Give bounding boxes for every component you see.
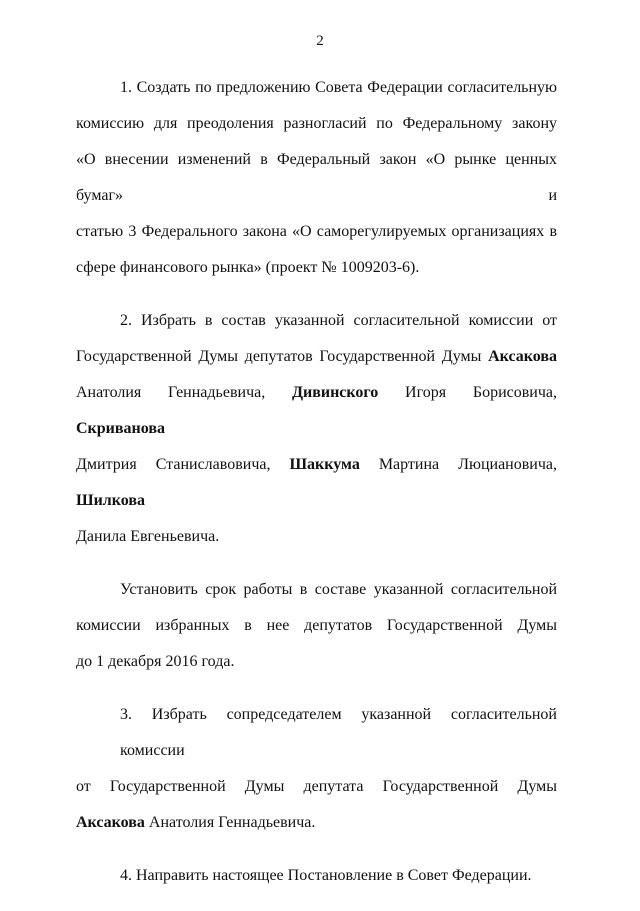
line-text: Анатолия Геннадьевича,: [76, 384, 292, 401]
paragraph-line: Установить срок работы в составе указанной согласительной: [120, 581, 557, 598]
paragraph-line: «О внесении изменений в Федеральный закон «О рынке ценных бумаг» и: [76, 151, 557, 204]
paragraph-line: [76, 375, 557, 447]
deputy-name: Дивинского: [291, 384, 379, 401]
page-number: 2: [316, 33, 324, 49]
paragraph-1: [76, 70, 557, 286]
deputy-name: Скриванова: [76, 420, 165, 437]
paragraph-line: сфере финансового рынка» (проект № 1009203-6).: [76, 259, 420, 276]
paragraph-5: [76, 858, 557, 894]
line-text: Мартина Люциановича,: [359, 456, 557, 473]
line-text: Государственной Думы депутатов Государственной Думы: [76, 348, 489, 365]
paragraph-2: [76, 303, 557, 555]
paragraph-line: статью 3 Федерального закона «О саморегулируемых организациях в: [76, 223, 557, 240]
deputy-name: Аксакова: [488, 348, 557, 365]
paragraph-line: от Государственной Думы депутата Государственной Думы: [76, 778, 557, 795]
deputy-name: Шаккума: [289, 456, 360, 473]
line-text: Анатолия Геннадьевича.: [144, 814, 316, 831]
document-body: [76, 70, 557, 911]
paragraph-line: Данила Евгеньевича.: [76, 528, 220, 545]
line-text: Игоря Борисовича,: [378, 384, 557, 401]
paragraph-line: 3. Избрать сопредседателем указанной согласительной комиссии: [120, 706, 557, 759]
paragraph-line: 4. Направить настоящее Постановление в Совет Федерации.: [120, 867, 532, 884]
paragraph-line: 1. Создать по предложению Совета Федерации согласительную: [120, 79, 557, 96]
paragraph-line: до 1 декабря 2016 года.: [76, 653, 235, 670]
paragraph-line: комиссию для преодоления разногласий по Федеральному закону: [76, 115, 557, 132]
paragraph-line: [76, 447, 557, 519]
paragraph-line: [76, 339, 557, 375]
paragraph-line: [76, 805, 557, 841]
deputy-name: Аксакова: [76, 814, 145, 831]
paragraph-line: комиссии избранных в нее депутатов Государственной Думы: [76, 617, 557, 634]
line-text: Дмитрия Станиславовича,: [76, 456, 290, 473]
paragraph-4: [76, 697, 557, 841]
paragraph-3: [76, 572, 557, 680]
deputy-name: Шилкова: [76, 492, 146, 509]
paragraph-line: 2. Избрать в состав указанной согласительной комиссии от: [120, 312, 557, 329]
